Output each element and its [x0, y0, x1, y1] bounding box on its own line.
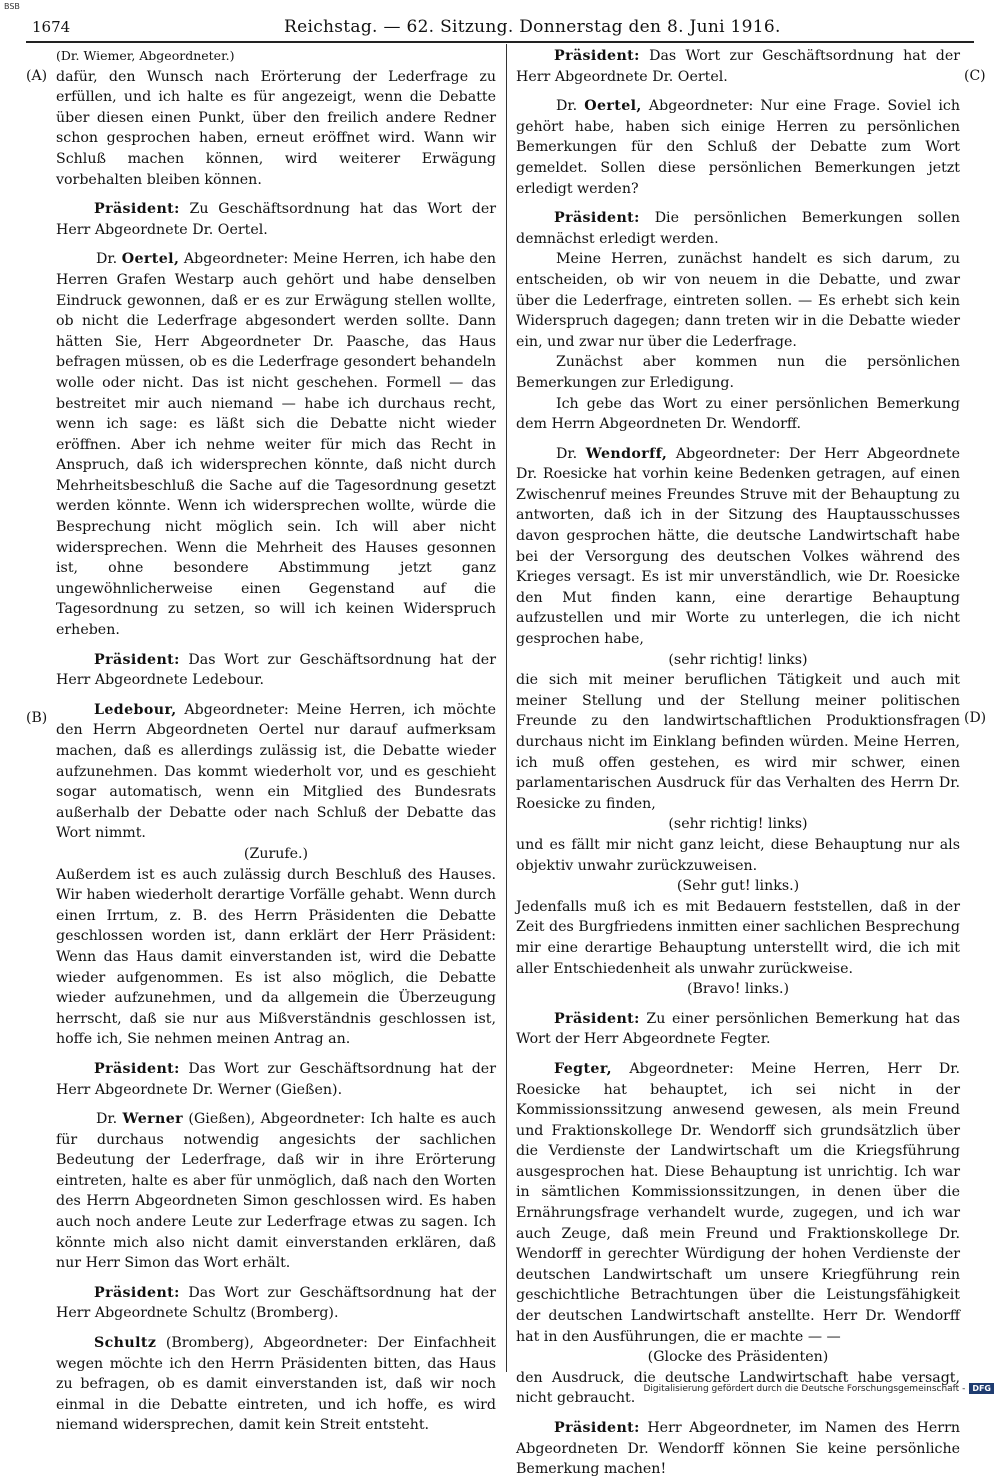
paragraph: den Ausdruck, die deutsche Landwirtschaft habe versagt, nicht gebraucht.: [516, 1369, 960, 1407]
interjection: (sehr richtig! links): [668, 816, 808, 833]
scan-mark: BSB: [4, 2, 20, 11]
speaker-name: Präsident:: [94, 1060, 180, 1077]
paragraph: Außerdem ist es auch zulässig durch Beschluß des Hauses. Wir haben wiederholt derartige Vorfälle gehabt. Wenn durch einen Irrtum, z. B. des Herrn Präsidenten die Debatte geschlossen worden ist, dann erklärt der Herr Präsident: Wenn das Haus damit einverstanden ist, wird die Debatte wieder aufgenommen. Es ist also möglich, die Debatte wieder aufzunehmen, und da allgemein die Überzeugung herrscht, daß sie nur aus Mißverständnis geschlossen ist, hoffe ich, Sie nehmen meinen Antrag an.: [56, 866, 496, 1048]
running-title: Reichstag. — 62. Sitzung. Donnerstag den 8. Juni 1916.: [284, 17, 781, 37]
speaker-name: Werner: [122, 1111, 184, 1128]
speaker-name: Präsident:: [554, 1010, 640, 1027]
paragraph: dafür, den Wunsch nach Erörterung der Lederfrage zu erfüllen, und ich halte es für angezeigt, wenn die Debatte über diesen einen Punkt, über den freilich andere Redner schon gesprochen haben, erneut eröffnet wird. Wann wir Schluß machen können, wird weiterer Erwägung vorbehalten bleiben können.: [56, 68, 496, 188]
title-prefix: Dr.: [96, 1111, 118, 1128]
speech-text: Die persönlichen Bemerkungen sollen demnächst erledigt werden.: [516, 210, 961, 247]
paragraph: [516, 444, 960, 650]
paragraph: die sich mit meiner beruflichen Tätigkeit und auch mit meiner Stellung und der Stellung meiner politischen Freunde zu den landwirtschaftlichen Produktionsfragen durchaus nicht im Einklang befinden würden. Meine Herren, ich muß offen gestehen, es wird mir schwer, einen parlamentarischen Ausdruck für das Verhalten des Herrn Dr. Roesicke zu finden,: [516, 672, 960, 812]
margin-marker-b: (B): [26, 710, 48, 726]
speaker-name: Oertel,: [584, 98, 642, 115]
footer-text: Digitalisierung gefördert durch die Deutsche Forschungsgemeinschaft -: [643, 1383, 966, 1394]
speaker-name: Präsident:: [94, 1284, 180, 1301]
dfg-logo-icon: DFG: [969, 1383, 994, 1394]
speech-text: Zu Geschäftsordnung hat das Wort der Herr Abgeordnete Dr. Oertel.: [56, 201, 496, 238]
speech-text: Abgeordneter: Meine Herren, Herr Dr. Roesicke hat behauptet, ich sei nicht in der Kommissionssitzung anwesend gewesen, als mein Freund und Fraktionskollege Dr. Wendorff sich grundsätzlich über die Verdienste der Landwirtschaft um die Kriegsführung ausgesprochen hat. Diese Behauptung ist unrichtig. Ich war in sämtlichen Kommissionssitzungen, in denen über die Ernährungsfrage verhandelt wurde, zugegen, und ich war auch Zeuge, daß mein Freund und Fraktionskollege Dr. Wendorff in gerechter Würdigung der hohen Verdienste der deutschen Landwirtschaft um unsere Kriegführung rein geschichtliche Betrachtungen über die Leistungsfähigkeit der deutschen Landwirtschaft anstellte. Herr Dr. Wendorff hat in den Ausführungen, die er machte — —: [516, 1060, 960, 1345]
speech-text: Abgeordneter: Nur eine Frage. Soviel ich gehört habe, haben sich einige Herren zu persönlichen Bemerkungen für den Schluß der Debatte zum Wort gemeldet. Sollen diese persönlichen Bemerkungen jetzt erledigt werden?: [516, 98, 960, 197]
paragraph: [516, 46, 960, 87]
left-column: [56, 46, 496, 1436]
paragraph: [516, 96, 960, 199]
speaker-continuation-note: (Dr. Wiemer, Abgeordneter.): [56, 48, 235, 63]
speaker-name: Präsident:: [94, 651, 180, 668]
title-prefix: Dr.: [556, 98, 578, 115]
paragraph: [56, 1109, 496, 1274]
margin-marker-a: (A): [26, 68, 48, 84]
right-column: [516, 46, 960, 1480]
margin-marker-d: (D): [964, 710, 987, 726]
paragraph: [516, 1059, 960, 1347]
margin-marker-c: (C): [964, 68, 986, 84]
page-number: 1674: [32, 18, 71, 36]
interjection: (Glocke des Präsidenten): [647, 1349, 829, 1366]
speech-text: Das Wort zur Geschäftsordnung hat der Herr Abgeordnete Schultz (Bromberg).: [56, 1284, 496, 1322]
speaker-name: Oertel,: [121, 251, 180, 268]
speech-text: Zu einer persönlichen Bemerkung hat das Wort der Herr Abgeordnete Fegter.: [516, 1010, 960, 1048]
speaker-name: Ledebour,: [94, 701, 177, 718]
interjection: (sehr richtig! links): [668, 651, 808, 668]
speech-text: Das Wort zur Geschäftsordnung hat der Herr Abgeordnete Dr. Oertel.: [516, 48, 960, 85]
speech-text: (Gießen), Abgeordneter: Ich halte es auch für durchaus notwendig angesichts der sachlichen Bedeutung der Lederfrage, daß wir in ihre Erörterung eintreten, halte es aber für unmöglich, daß nach den Worten des Herrn Abgeordneten Simon geschlossen wird. Es haben auch noch andere Leute zur Lederfrage etwas zu sagen. Ich könnte mich also nicht damit einverstanden erklären, daß nur Herr Simon das Wort erhält.: [56, 1111, 496, 1272]
paragraph: [56, 650, 496, 691]
speech-text: (Bromberg), Abgeordneter: Der Einfachheit wegen möchte ich den Herrn Präsidenten bitten, das Haus zu befragen, ob es damit einverstanden ist, daß wir noch einmal in die Debatte eintreten, und ich hoffe, es wird niemand widersprechen, damit kein Streit entsteht.: [56, 1335, 496, 1434]
speech-text: Abgeordneter: Der Herr Abgeordnete Dr. Roesicke hat vorhin keine Bedenken getragen, auf einen Zwischenruf meines Freundes Struve mit der Behauptung zu antworten, daß ich in der Sitzung des Hauptausschusses davon gesprochen hätte, die deutsche Landwirtschaft habe bei der Versorgung des deutschen Volkes während des Krieges versagt. Es ist mir unverständlich, wie Dr. Roesicke den Mut finden kann, eine derartige Behauptung aufzustellen und mir Worte zu unterlegen, die ich nicht gesprochen habe,: [516, 445, 960, 648]
paragraph: Zunächst aber kommen nun die persönlichen Bemerkungen zur Erledigung.: [516, 354, 960, 391]
speech-text: Abgeordneter: Meine Herren, ich möchte den Herrn Abgeordneten Oertel nur darauf aufmerksam machen, daß es allerdings zulässig ist, die Debatte wieder aufzunehmen. Das kommt wiederholt vor, und es geschieht sogar automatisch, wenn ein Mitglied des Bundesrats außerhalb der Debatte oder nach Schluß der Debatte das Wort nimmt.: [56, 701, 496, 842]
paragraph: [56, 1059, 496, 1100]
paragraph: und es fällt mir nicht ganz leicht, diese Behauptung nur als objektiv unwahr zurückzuweisen.: [516, 836, 960, 874]
speaker-name: Präsident:: [94, 201, 180, 218]
paragraph: Meine Herren, zunächst handelt es sich darum, zu entscheiden, ob wir von neuem in die Debatte, und zwar über die Lederfrage, eintreten sollen. — Es erhebt sich kein Widerspruch dagegen; dann treten wir in die Debatte wieder ein, und zwar nur über die Lederfrage.: [516, 251, 960, 350]
paragraph: Ich gebe das Wort zu einer persönlichen Bemerkung dem Herrn Abgeordneten Dr. Wendorff.: [516, 395, 960, 433]
paragraph: [56, 199, 496, 240]
speaker-name: Präsident:: [554, 48, 640, 64]
interjection: (Sehr gut! links.): [676, 878, 800, 895]
speech-text: Das Wort zur Geschäftsordnung hat der Herr Abgeordnete Dr. Werner (Gießen).: [56, 1060, 496, 1098]
speech-text: Das Wort zur Geschäftsordnung hat der Herr Abgeordnete Ledebour.: [56, 651, 496, 689]
column-divider: [506, 44, 507, 1372]
paragraph: [56, 249, 496, 640]
paragraph: [56, 700, 496, 844]
interjection: (Zurufe.): [243, 845, 309, 862]
speaker-name: Schultz: [94, 1335, 157, 1352]
page-header: [26, 14, 974, 40]
digitization-footer: [643, 1383, 994, 1394]
speech-text: Abgeordneter: Meine Herren, ich habe den Herren Grafen Westarp auch gehört und habe denselben Eindruck gewonnen, daß er es zur Erwägung stellen wollte, ob nicht die Lederfrage abgesondert werden sollte. Dann hätten Sie, Herr Abgeordneter Dr. Paasche, das Haus befragen müssen, ob es die Lederfrage gesondert behandeln wolle oder nicht. Das ist nicht geschehen. Formell — das bestreitet mir auch niemand — habe ich durchaus recht, wenn ich sage: es läßt sich die Debatte nicht wieder eröffnen. Aber ich nehme weiter für mich das Recht in Anspruch, daß ich widersprechen könnte, daß nicht durch Mehrheitsbeschluß die Sache auf die Tagesordnung gesetzt werden könnte. Wenn ich widersprechen wollte, würde die Besprechung nicht möglich sein. Ich will aber nicht widersprechen. Wenn die Mehrheit des Hauses gesonnen ist, ohne besondere Abstimmung jetzt ganz ungewöhnlicherweise einen Gegenstand auf die Tagesordnung zu setzen, so will ich keinen Widerspruch erheben.: [56, 251, 496, 639]
speaker-name: Wendorff,: [585, 445, 668, 462]
title-prefix: Dr.: [556, 445, 578, 462]
paragraph: Jedenfalls muß ich es mit Bedauern feststellen, daß in der Zeit des Burgfriedens inmitten einer sachlichen Besprechung mir eine derartige Behauptung unterstellt wird, die ich mit aller Entschiedenheit als unwahr zurückweise.: [516, 898, 960, 977]
speaker-name: Fegter,: [554, 1060, 613, 1077]
title-prefix: Dr.: [96, 251, 118, 268]
paragraph: [56, 1333, 496, 1436]
paragraph: [516, 1418, 960, 1480]
header-rule: [26, 41, 974, 43]
paragraph: [516, 1009, 960, 1050]
paragraph: [516, 208, 960, 249]
interjection: (Bravo! links.): [686, 981, 790, 998]
paragraph: [56, 1283, 496, 1324]
speaker-name: Präsident:: [554, 1420, 640, 1436]
speech-text: Herr Abgeordneter, im Namen des Herrn Abgeordneten Dr. Wendorff können Sie keine persönliche Bemerkung machen!: [516, 1420, 960, 1478]
speaker-name: Präsident:: [554, 210, 640, 227]
